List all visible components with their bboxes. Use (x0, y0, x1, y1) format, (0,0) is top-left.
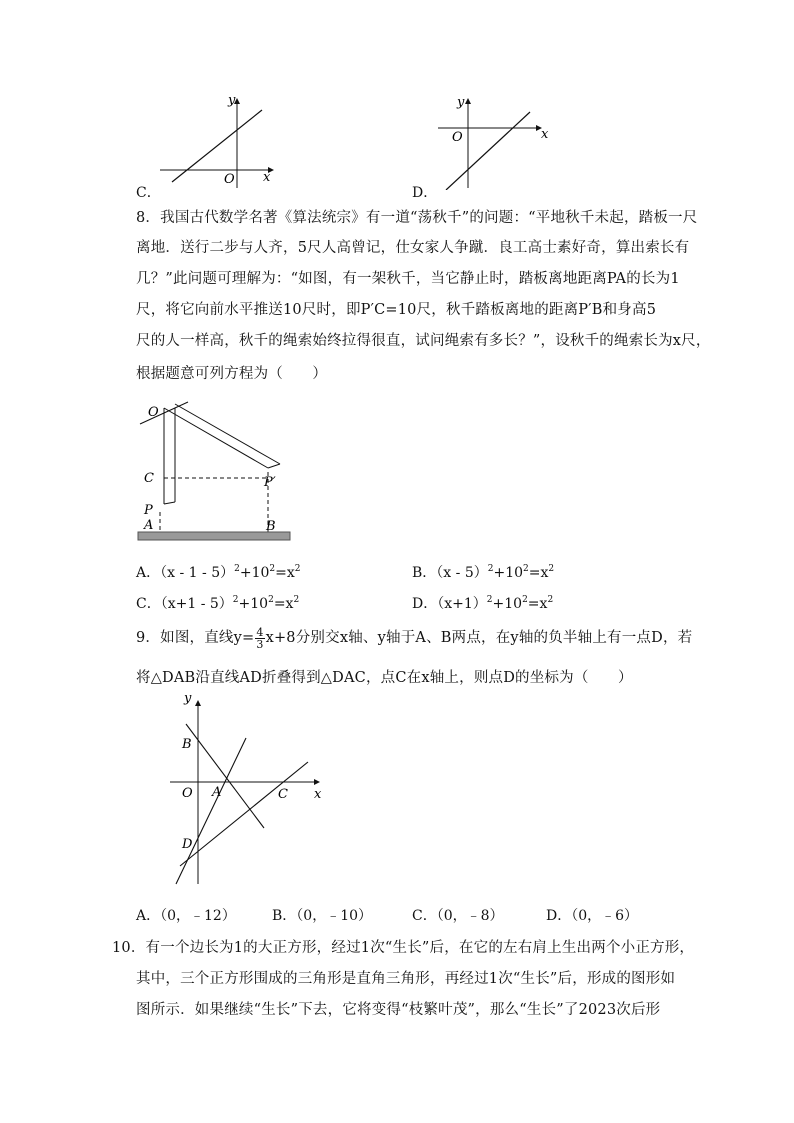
label-y: y (184, 691, 192, 706)
axis-y-label: y (457, 95, 465, 110)
label-b: B (266, 519, 276, 534)
label-p: P (144, 503, 153, 518)
q10-line-3: 图所示．如果继续“生长”下去，它将变得“枝繁叶茂”，那么“生长”了2023次后形 (136, 1002, 661, 1018)
q8-option-c[interactable]: C．$(x+1 - 5)^2+10^2=x^2$ (136, 595, 300, 612)
q9-figure (140, 690, 340, 890)
q9-option-a[interactable]: A．（0，﹣12） (136, 908, 236, 924)
label-a: A (144, 518, 154, 533)
axis-x-label: x (541, 127, 549, 142)
q9-option-b[interactable]: B．（0，﹣10） (272, 908, 373, 924)
q8-line-6: 根据题意可列方程为（ ） (136, 366, 328, 382)
q9-option-c[interactable]: C．（0，﹣8） (412, 908, 504, 924)
q7-option-c-label: C． (136, 185, 161, 201)
q10-line-2: 其中，三个正方形围成的三角形是直角三角形，再经过1次“生长”后，形成的图形如 (136, 971, 676, 987)
axis-y-label: y (228, 93, 236, 108)
q9-line-2: 将△DAB沿直线AD折叠得到△DAC，点C在x轴上，则点D的坐标为（ ） (136, 670, 633, 686)
label-o: O (182, 786, 193, 801)
q8-line-2: 离地．送行二步与人齐，5尺人高曾记，仕女家人争蹴．良工高士素好奇，算出索长有 (136, 240, 690, 256)
q9-line-1: 9．如图，直线y= $\frac{4}{3}$ x+8分别交x轴、y轴于A、B两点，在y轴的负半轴上有一点D，若 (136, 625, 693, 651)
label-a: A (212, 785, 222, 800)
origin-label: O (452, 130, 463, 145)
label-p-prime: P′ (264, 475, 276, 490)
origin-label: O (224, 172, 235, 187)
q8-line-5: 尺的人一样高，秋千的绳索始终拉得很直，试问绳索有多长？”，设秋千的绳索长为x尺， (136, 333, 711, 349)
axis-x-label: x (263, 170, 271, 185)
fraction-4-3: $\frac{4}{3}$ (256, 625, 264, 651)
label-b: B (182, 737, 192, 752)
q9-option-d[interactable]: D．（0，﹣6） (546, 908, 639, 924)
q8-option-a[interactable]: A．$(x - 1 - 5)^2+10^2=x^2$ (136, 564, 301, 581)
q7-option-d-label: D． (412, 185, 438, 201)
q7-option-d-graph (430, 90, 560, 190)
q8-line-3: 几？”此问题可理解为：“如图，有一架秋千，当它静止时，踏板离地距离PA的长为1 (136, 271, 680, 287)
q8-option-d[interactable]: D．$(x+1)^2+10^2=x^2$ (412, 595, 554, 612)
q8-option-b[interactable]: B．$(x - 5)^2+10^2=x^2$ (412, 564, 555, 581)
q8-line-1: 8．我国古代数学名著《算法统宗》有一道“荡秋千”的问题：“平地秋千未起，踏板一尺 (136, 210, 698, 226)
q7-option-c-graph (150, 90, 280, 190)
q8-line-4: 尺，将它向前水平推送10尺时，即P′C=10尺，秋千踏板离地的距离P′B和身高5 (136, 302, 657, 318)
q8-swing-figure (130, 396, 300, 546)
label-d: D (182, 837, 193, 852)
label-c: C (278, 787, 288, 802)
label-x: x (314, 787, 322, 802)
label-c: C (144, 471, 154, 486)
label-o: O (148, 405, 159, 420)
q10-line-1: 10．有一个边长为1的大正方形，经过1次“生长”后，在它的左右肩上生出两个小正方形， (112, 940, 695, 956)
